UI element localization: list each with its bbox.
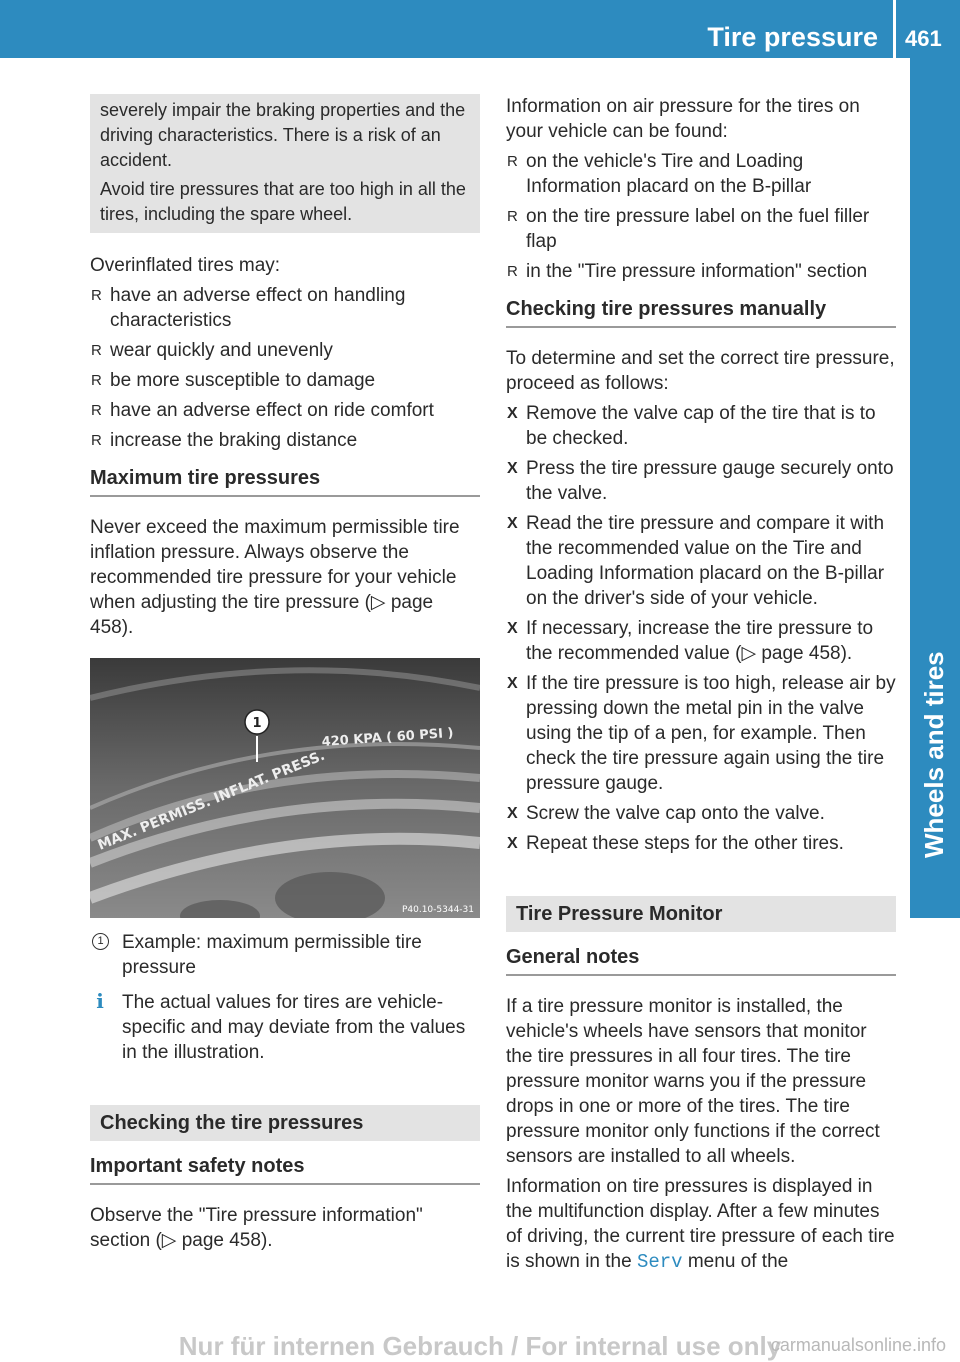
sidewall-text: MAX. PERMISS. INFLAT. PRESS. [95,747,328,854]
manual-check-intro: To determine and set the correct tire pressure, proceed as follows: [506,348,895,394]
header-bar [0,0,960,58]
list-item: R have an adverse effect on handling characteristics [90,283,480,333]
internal-use-footer: Nur für internen Gebrauch / For internal use only [178,1331,782,1361]
step-item: X Remove the valve cap of the tire that is to be checked. [506,401,896,451]
list-item: R on the vehicle's Tire and Loading Information placard on the B-pillar [506,149,896,199]
page-number: 461 [905,26,942,51]
site-watermark: carmanualsonline.info [770,1335,946,1355]
header-title: Tire pressure [707,22,878,52]
callout-number: 1 [252,716,262,731]
chapter-side-tab [910,58,960,918]
left-column [90,94,480,1258]
list-item: R have an adverse effect on ride comfort [90,398,480,423]
figure-caption [90,930,480,980]
step-item: X Read the tire pressure and compare it with the recommended value on the Tire and Loading Information placard on the B-pillar on the driver's side of your vehicle. [506,511,896,611]
right-column [506,94,896,1280]
chapter-label: Wheels and tires [919,651,949,858]
step-item: X Press the tire pressure gauge securely onto the valve. [506,456,896,506]
manual-check-heading: Checking tire pressures manually [506,296,896,328]
monitor-section-title: Tire Pressure Monitor [506,896,896,932]
general-notes-heading: General notes [506,944,896,976]
general-notes-text: If a tire pressure monitor is installed, the vehicle's wheels have sensors that monitor the tire pressures in all four tires. The tire pressure monitor warns you if the pressure drops in one or more of the tires. The tire pressure monitor only functions if the correct sensors are installed to all wheels. [506,996,880,1167]
manual-check-steps [506,401,896,856]
step-item: X If necessary, increase the tire pressure to the recommended value (▷ page 458). [506,616,896,666]
step-item: X Screw the valve cap onto the valve. [506,801,896,826]
overinflated-intro: Overinflated tires may: [90,255,281,276]
step-item: X Repeat these steps for the other tires. [506,831,896,856]
overinflated-list [90,283,480,453]
caption-text: Example: maximum permissible tire pressure [122,932,422,978]
pressure-text: 420 KPA ( 60 PSI ) [321,725,454,750]
list-item: R on the tire pressure label on the fuel filler flap [506,204,896,254]
list-item: R increase the braking distance [90,428,480,453]
tire-sidewall-photo [90,658,480,918]
header-divider [893,0,896,58]
max-pressures-heading: Maximum tire pressures [90,465,480,497]
pressure-info-intro: Information on air pressure for the tires on your vehicle can be found: [506,96,860,142]
display-text-after: menu of the [687,1251,789,1272]
warning-line: Avoid tire pressures that are too high in all the tires, including the spare wheel. [100,179,466,224]
display-text-before: Information on tire pressures is displayed in the multifunction display. After a few minutes of driving, the current tire pressure of each tire is shown in the [506,1176,895,1272]
safety-heading: Important safety notes [90,1153,480,1185]
list-item: R in the "Tire pressure information" section [506,259,896,284]
info-note [90,990,480,1065]
caption-number-icon: 1 [92,933,109,950]
serv-menu-name: Serv [636,1251,683,1273]
step-item: X If the tire pressure is too high, release air by pressing down the metal pin in the valve using the tip of a pen, for example. Then check the tire pressure again using the tire pressure gauge. [506,671,896,796]
info-text: The actual values for tires are vehicle-specific and may deviate from the values in the illustration. [122,992,466,1063]
warning-line: severely impair the braking properties and the driving characteristics. There is a risk of an accident. [100,100,466,170]
pressure-info-list [506,149,896,284]
display-info-text [506,1174,896,1275]
image-code: P40.10-5344-31 [401,905,474,915]
info-icon: i [96,989,104,1013]
list-item: R be more susceptible to damage [90,368,480,393]
safety-text: Observe the "Tire pressure information" section (▷ page 458). [90,1205,423,1251]
warning-box [90,94,480,233]
list-item: R wear quickly and unevenly [90,338,480,363]
max-pressures-text: Never exceed the maximum permissible tire inflation pressure. Always observe the recommended tire pressure for your vehicle when adjusting the tire pressure (▷ page 458). [90,517,460,638]
checking-section-title: Checking the tire pressures [90,1105,480,1141]
